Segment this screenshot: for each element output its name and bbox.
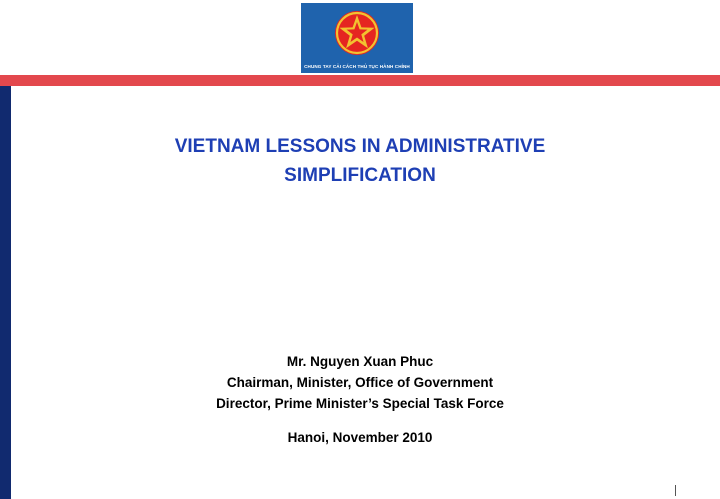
- page-number-mark: [675, 485, 676, 496]
- campaign-logo: [301, 3, 413, 73]
- presenter-role-1: Chairman, Minister, Office of Government: [226, 375, 494, 390]
- presenter-role-2: Director, Prime Minister’s Special Task Force: [216, 396, 504, 411]
- slide-title: [100, 132, 620, 190]
- header-red-band: [0, 75, 720, 86]
- title-line-1: VIETNAM LESSONS IN ADMINISTRATIVE: [174, 136, 546, 157]
- presenter-name: Mr. Nguyen Xuan Phuc: [286, 354, 434, 369]
- logo-caption: CHUNG TAY CẢI CÁCH THỦ TỤC HÀNH CHÍNH: [304, 64, 410, 69]
- place-date: Hanoi, November 2010: [287, 430, 433, 445]
- presenter-block: [120, 351, 600, 448]
- left-navy-bar: [0, 86, 11, 499]
- title-line-2: SIMPLIFICATION: [284, 165, 436, 186]
- star-emblem-icon: [301, 3, 413, 73]
